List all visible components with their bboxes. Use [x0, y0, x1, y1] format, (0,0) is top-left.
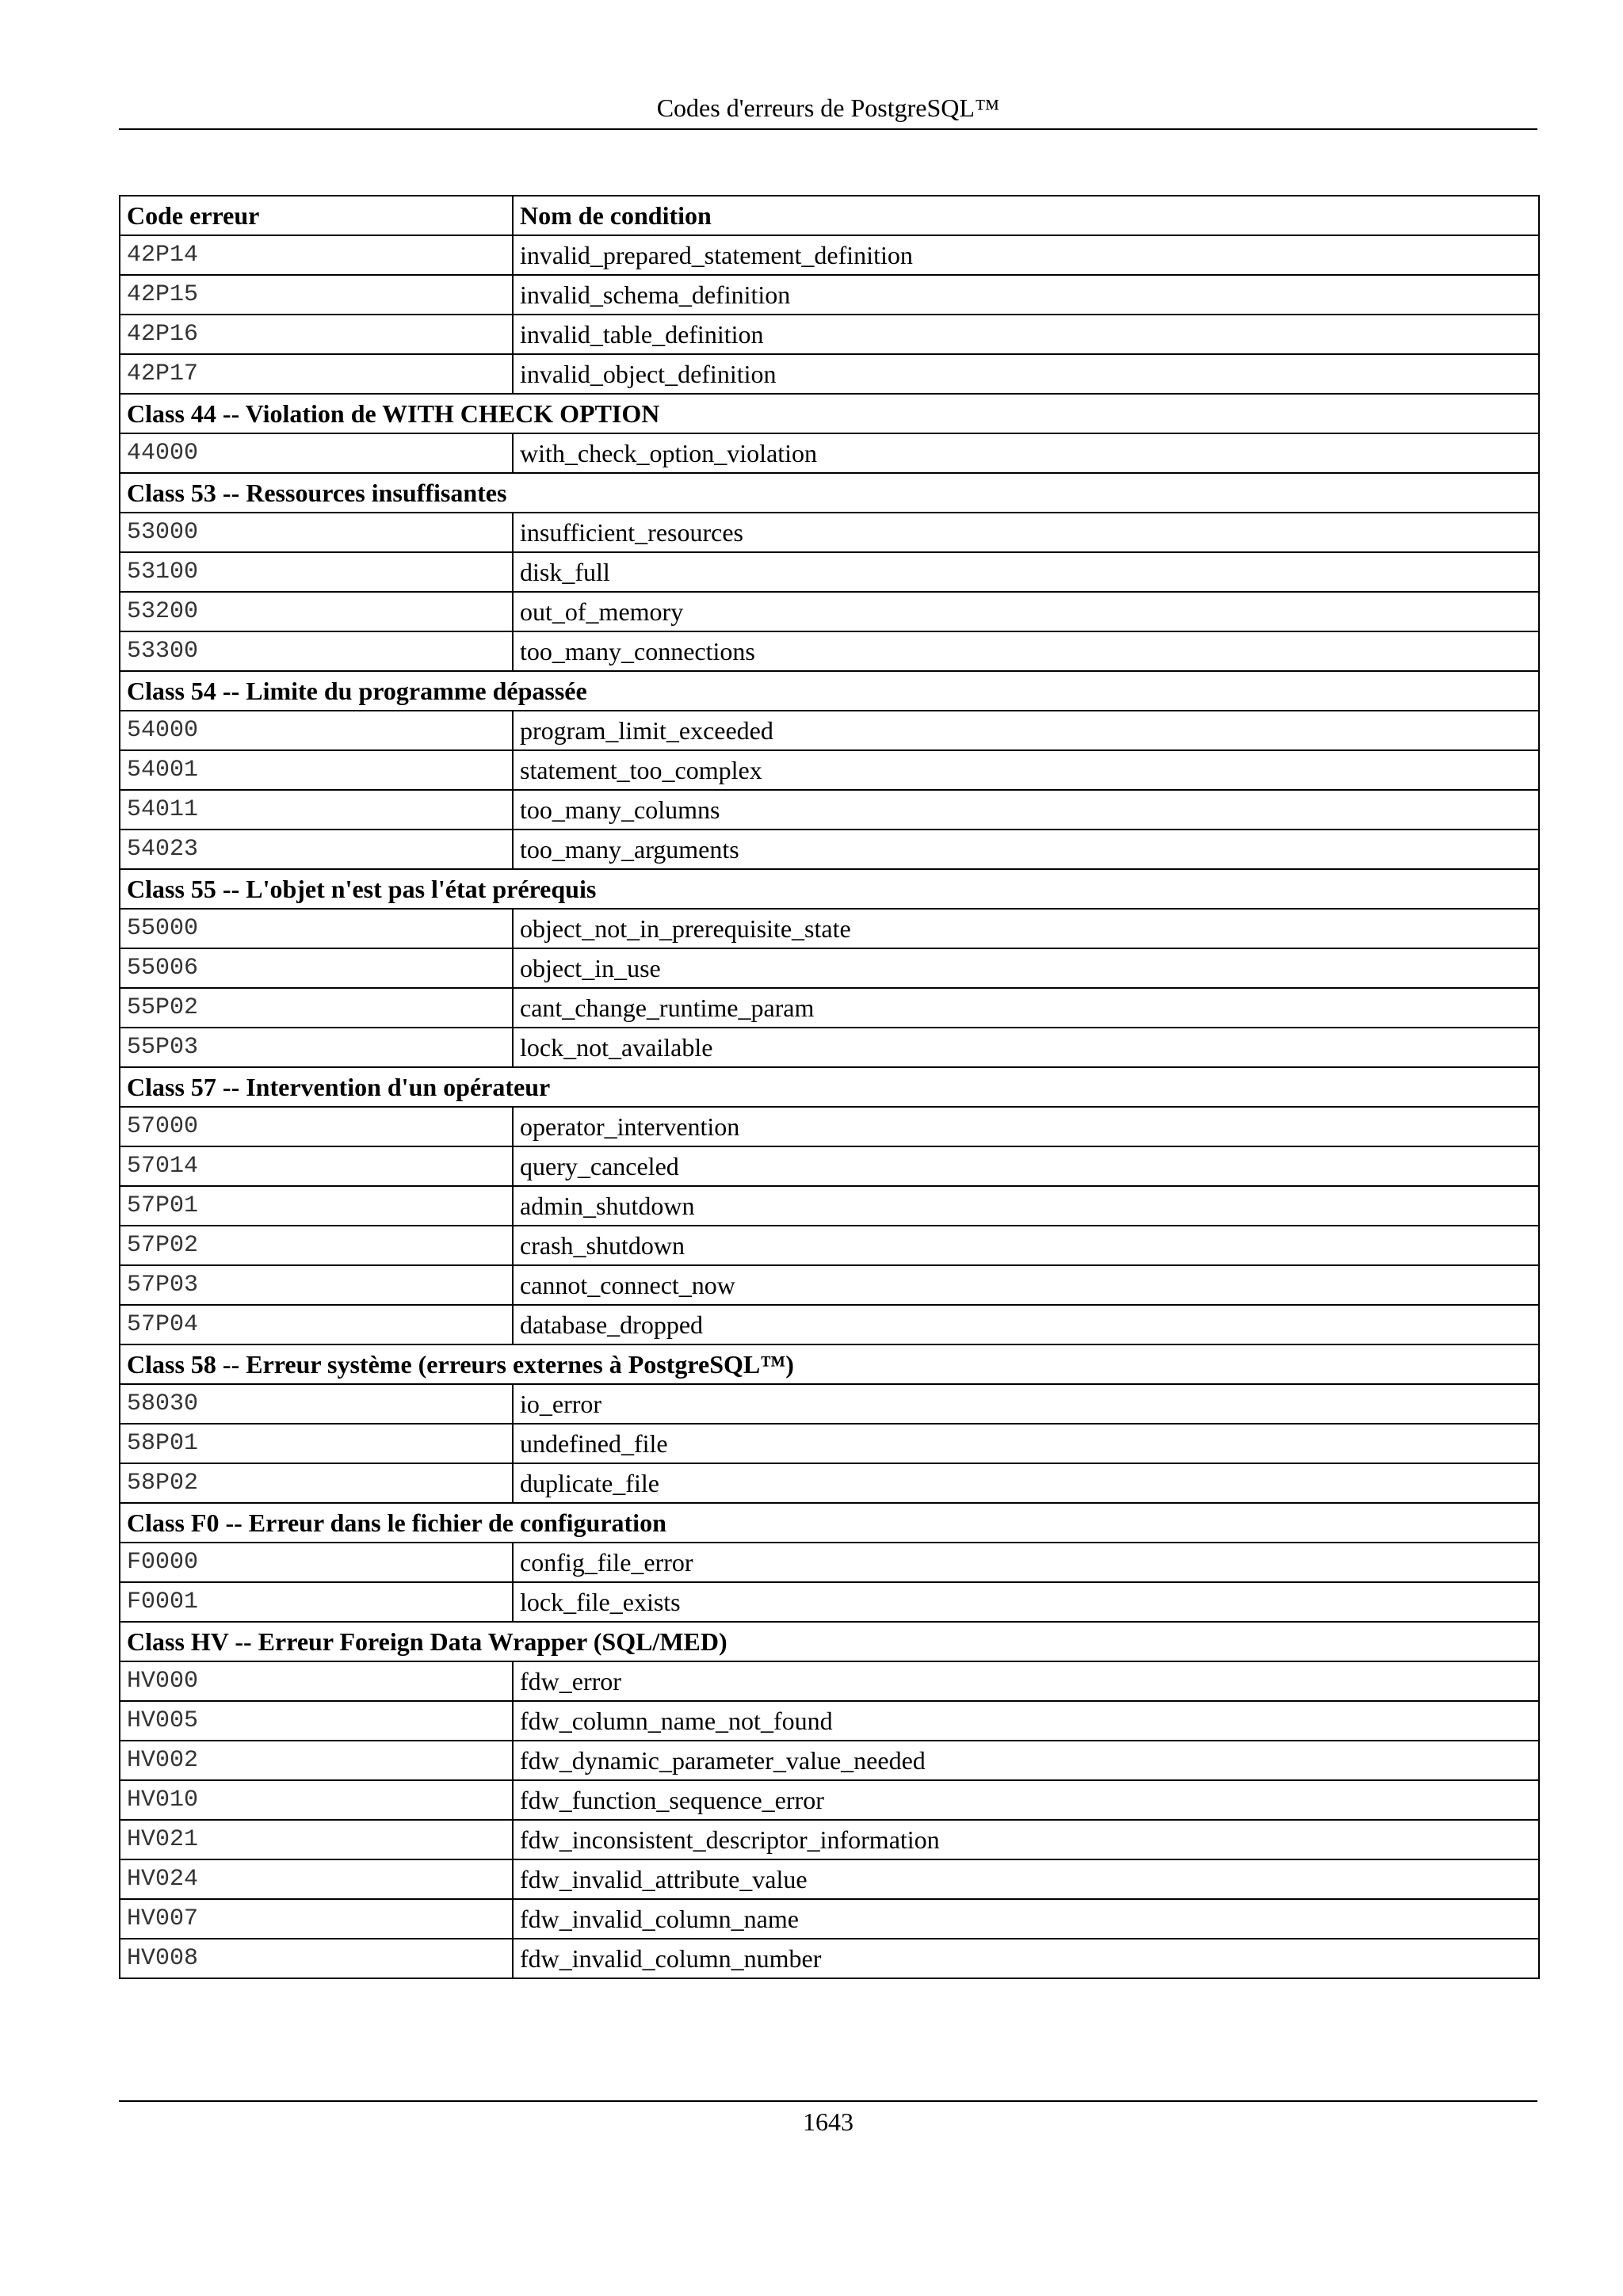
condition-name-cell: fdw_invalid_column_number: [513, 1939, 1539, 1978]
table-row: [120, 1028, 1539, 1067]
table-row: [120, 1424, 1539, 1463]
table-row: [120, 235, 1539, 275]
condition-name-cell: cannot_connect_now: [513, 1265, 1539, 1305]
page-footer: [119, 2100, 1537, 2140]
condition-name-cell: out_of_memory: [513, 592, 1539, 631]
error-code-cell: 58P02: [120, 1463, 513, 1503]
table-row: [120, 1305, 1539, 1344]
error-code-cell: HV010: [120, 1780, 513, 1820]
error-code-cell: HV000: [120, 1661, 513, 1701]
condition-name-cell: invalid_prepared_statement_definition: [513, 235, 1539, 275]
table-row: [120, 790, 1539, 830]
table-row: [120, 552, 1539, 592]
error-code-cell: HV005: [120, 1701, 513, 1741]
class-section-row: [120, 1622, 1539, 1661]
table-row: [120, 592, 1539, 631]
error-code-cell: 58030: [120, 1384, 513, 1424]
condition-name-cell: fdw_invalid_column_name: [513, 1899, 1539, 1939]
class-section-row: [120, 473, 1539, 513]
condition-name-cell: fdw_function_sequence_error: [513, 1780, 1539, 1820]
error-code-cell: 53000: [120, 513, 513, 552]
class-section-title: Class 58 -- Erreur système (erreurs externes à PostgreSQL™): [120, 1344, 1539, 1384]
condition-name-cell: too_many_columns: [513, 790, 1539, 830]
error-code-cell: HV021: [120, 1820, 513, 1859]
error-code-cell: HV007: [120, 1899, 513, 1939]
condition-name-cell: operator_intervention: [513, 1107, 1539, 1146]
condition-name-cell: cant_change_runtime_param: [513, 988, 1539, 1028]
table-row: [120, 1226, 1539, 1265]
class-section-title: Class 55 -- L'objet n'est pas l'état prérequis: [120, 869, 1539, 909]
condition-name-cell: lock_not_available: [513, 1028, 1539, 1067]
error-code-cell: 57P01: [120, 1186, 513, 1226]
error-code-cell: 55000: [120, 909, 513, 948]
condition-name-cell: invalid_object_definition: [513, 354, 1539, 394]
table-row: [120, 1543, 1539, 1582]
table-row: [120, 1899, 1539, 1939]
condition-name-cell: object_in_use: [513, 948, 1539, 988]
condition-name-cell: invalid_schema_definition: [513, 275, 1539, 315]
table-row: [120, 1780, 1539, 1820]
condition-name-cell: with_check_option_violation: [513, 433, 1539, 473]
table-row: [120, 631, 1539, 671]
table-row: [120, 750, 1539, 790]
condition-name-cell: duplicate_file: [513, 1463, 1539, 1503]
condition-name-cell: fdw_error: [513, 1661, 1539, 1701]
table-row: [120, 354, 1539, 394]
error-code-cell: 55P03: [120, 1028, 513, 1067]
condition-name-cell: object_not_in_prerequisite_state: [513, 909, 1539, 948]
error-code-cell: HV024: [120, 1859, 513, 1899]
table-row: [120, 1582, 1539, 1622]
condition-name-cell: lock_file_exists: [513, 1582, 1539, 1622]
table-row: [120, 315, 1539, 354]
table-row: [120, 988, 1539, 1028]
class-section-title: Class 57 -- Intervention d'un opérateur: [120, 1067, 1539, 1107]
class-section-row: [120, 1503, 1539, 1543]
table-row: [120, 1384, 1539, 1424]
condition-name-cell: fdw_dynamic_parameter_value_needed: [513, 1741, 1539, 1780]
condition-name-cell: undefined_file: [513, 1424, 1539, 1463]
condition-name-cell: io_error: [513, 1384, 1539, 1424]
condition-name-cell: config_file_error: [513, 1543, 1539, 1582]
error-code-cell: 54011: [120, 790, 513, 830]
error-code-cell: 53100: [120, 552, 513, 592]
table-row: [120, 909, 1539, 948]
table-row: [120, 948, 1539, 988]
page-number: 1643: [803, 2107, 854, 2136]
class-section-row: [120, 869, 1539, 909]
condition-name-cell: query_canceled: [513, 1146, 1539, 1186]
error-code-cell: 42P17: [120, 354, 513, 394]
condition-name-cell: program_limit_exceeded: [513, 711, 1539, 750]
error-code-cell: 54023: [120, 830, 513, 869]
table-row: [120, 1939, 1539, 1978]
error-code-cell: 58P01: [120, 1424, 513, 1463]
error-code-cell: F0000: [120, 1543, 513, 1582]
error-code-cell: HV008: [120, 1939, 513, 1978]
error-code-cell: HV002: [120, 1741, 513, 1780]
column-header-condition-name: Nom de condition: [513, 196, 1539, 235]
table-row: [120, 1741, 1539, 1780]
error-code-cell: F0001: [120, 1582, 513, 1622]
table-row: [120, 830, 1539, 869]
class-section-title: Class HV -- Erreur Foreign Data Wrapper (SQL/MED): [120, 1622, 1539, 1661]
table-row: [120, 1463, 1539, 1503]
table-body: [120, 235, 1539, 1978]
error-code-cell: 55P02: [120, 988, 513, 1028]
error-code-cell: 44000: [120, 433, 513, 473]
error-code-cell: 57P02: [120, 1226, 513, 1265]
error-code-cell: 42P14: [120, 235, 513, 275]
table-row: [120, 1859, 1539, 1899]
condition-name-cell: fdw_inconsistent_descriptor_information: [513, 1820, 1539, 1859]
class-section-row: [120, 1067, 1539, 1107]
table-row: [120, 1146, 1539, 1186]
condition-name-cell: admin_shutdown: [513, 1186, 1539, 1226]
table-row: [120, 711, 1539, 750]
table-row: [120, 1265, 1539, 1305]
condition-name-cell: crash_shutdown: [513, 1226, 1539, 1265]
class-section-row: [120, 1344, 1539, 1384]
table-row: [120, 1701, 1539, 1741]
error-code-cell: 57014: [120, 1146, 513, 1186]
page-header-title: Codes d'erreurs de PostgreSQL™: [656, 93, 1000, 122]
condition-name-cell: too_many_connections: [513, 631, 1539, 671]
condition-name-cell: database_dropped: [513, 1305, 1539, 1344]
table-row: [120, 1820, 1539, 1859]
table-row: [120, 513, 1539, 552]
error-code-cell: 57000: [120, 1107, 513, 1146]
error-codes-table: [119, 195, 1540, 1979]
class-section-row: [120, 671, 1539, 711]
error-code-cell: 57P04: [120, 1305, 513, 1344]
column-header-code: Code erreur: [120, 196, 513, 235]
error-code-cell: 53200: [120, 592, 513, 631]
condition-name-cell: disk_full: [513, 552, 1539, 592]
class-section-title: Class 54 -- Limite du programme dépassée: [120, 671, 1539, 711]
error-code-cell: 42P15: [120, 275, 513, 315]
table-header-row: [120, 196, 1539, 235]
condition-name-cell: statement_too_complex: [513, 750, 1539, 790]
error-code-cell: 55006: [120, 948, 513, 988]
error-code-cell: 54000: [120, 711, 513, 750]
error-code-cell: 53300: [120, 631, 513, 671]
class-section-row: [120, 394, 1539, 433]
condition-name-cell: invalid_table_definition: [513, 315, 1539, 354]
table-row: [120, 275, 1539, 315]
table-row: [120, 1186, 1539, 1226]
condition-name-cell: insufficient_resources: [513, 513, 1539, 552]
class-section-title: Class F0 -- Erreur dans le fichier de configuration: [120, 1503, 1539, 1543]
table-row: [120, 433, 1539, 473]
table-row: [120, 1661, 1539, 1701]
error-code-cell: 54001: [120, 750, 513, 790]
condition-name-cell: too_many_arguments: [513, 830, 1539, 869]
class-section-title: Class 44 -- Violation de WITH CHECK OPTION: [120, 394, 1539, 433]
condition-name-cell: fdw_invalid_attribute_value: [513, 1859, 1539, 1899]
table-row: [120, 1107, 1539, 1146]
error-code-cell: 57P03: [120, 1265, 513, 1305]
condition-name-cell: fdw_column_name_not_found: [513, 1701, 1539, 1741]
error-code-cell: 42P16: [120, 315, 513, 354]
page-header: [119, 89, 1537, 130]
class-section-title: Class 53 -- Ressources insuffisantes: [120, 473, 1539, 513]
